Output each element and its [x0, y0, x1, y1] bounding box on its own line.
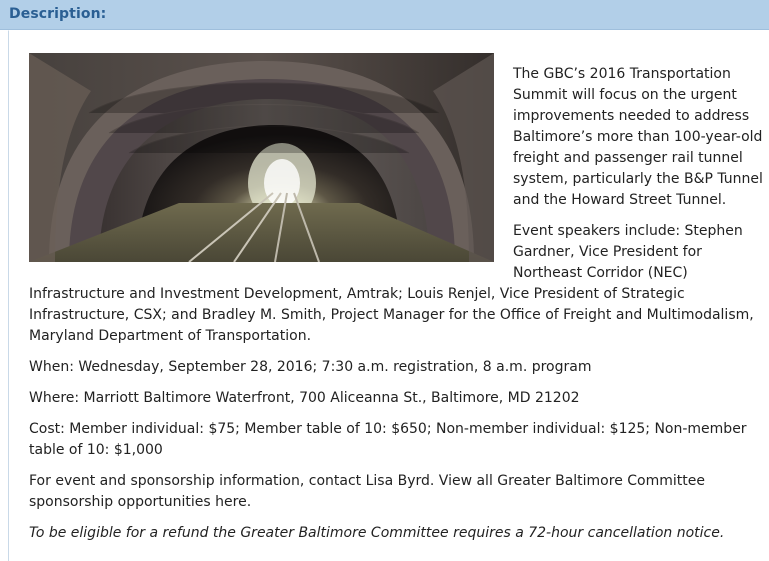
when-paragraph: [29, 357, 769, 378]
where-label: Where: [29, 390, 75, 406]
cost-value: : Member individual: $75; Member table of 10: $650; Non-member individual: $125; Non-member table of 10: $1,000: [29, 421, 747, 458]
description-content: [29, 64, 769, 554]
where-paragraph: [29, 388, 769, 409]
when-value: : Wednesday, September 28, 2016; 7:30 a.m. registration, 8 a.m. program: [69, 359, 592, 375]
refund-notice: To be eligible for a refund the Greater Baltimore Committee requires a 72-hour cancellation notice.: [29, 525, 725, 541]
cost-paragraph: [29, 419, 769, 461]
photo-spacer: [29, 64, 513, 279]
cost-label: Cost: [29, 421, 61, 437]
description-title: Description:: [9, 6, 107, 22]
where-value: : Marriott Baltimore Waterfront, 700 Aliceanna St., Baltimore, MD 21202: [74, 390, 580, 406]
contact-paragraph: For event and sponsorship information, contact Lisa Byrd. View all Greater Baltimore Committee sponsorship opportunities here.: [29, 473, 705, 510]
intro-paragraph: The GBC’s 2016 Transportation Summit will focus on the urgent improvements needed to address Baltimore’s more than 100-year-old freight and passenger rail tunnel system, particularly the B&P Tunnel and the Howard Street Tunnel.: [513, 66, 763, 208]
when-label: When: [29, 359, 70, 375]
description-header: [0, 0, 769, 30]
speakers-paragraph: Event speakers include: Stephen Gardner, Vice President for Northeast Corridor (NEC) Infrastructure and Investment Development, Amtrak; Louis Renjel, Vice President of Strategic Infrastructure, CSX; and Bradley M. Smith, Project Manager for the Office of Freight and Multimodalism, Maryland Department of Transportation.: [29, 223, 754, 344]
